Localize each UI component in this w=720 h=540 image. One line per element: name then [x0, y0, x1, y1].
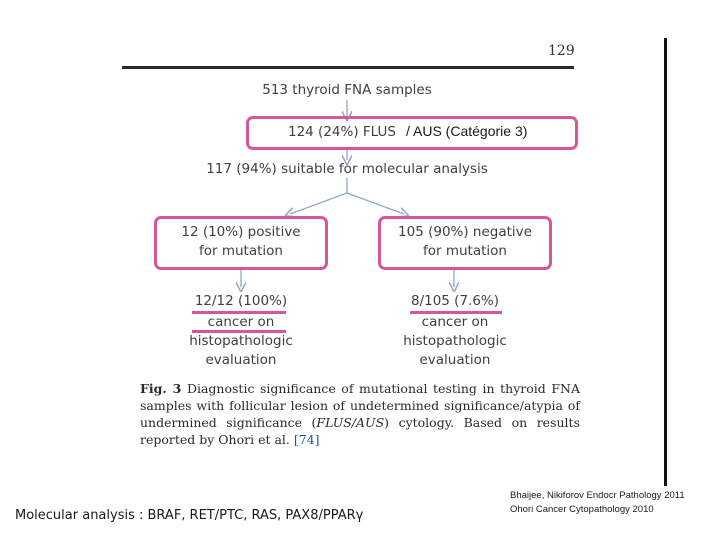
negative-line1: 105 (90%) negative [398, 224, 532, 240]
caption-text-a: Diagnostic significance of mutational testing in thyroid FNA samples with follicular lesion of undetermined significance/atypia of undermined significance ( [140, 381, 580, 430]
caption-italic: FLUS/AUS [316, 415, 385, 430]
references [510, 489, 685, 517]
caption-text-b: ) cytology. Based on results reported by Ohori et al. [140, 415, 580, 447]
right-result-line2: cancer on [421, 314, 489, 330]
negative-line2: for mutation [423, 243, 507, 259]
suitable-node: 117 (94%) suitable for molecular analysis [206, 161, 488, 177]
reference-1: Bhaijee, Nikiforov Endocr Pathology 2011 [510, 490, 685, 501]
caption-label: Fig. 3 [140, 381, 182, 396]
positive-line2: for mutation [199, 243, 283, 259]
left-result-line3: histopathologic [189, 333, 293, 349]
positive-line1: 12 (10%) positive [181, 224, 301, 240]
page-number: 129 [548, 43, 575, 59]
right-result-ratio: 8/105 (7.6%) [410, 293, 500, 309]
flus-node-text: 124 (24%) FLUS [288, 124, 396, 140]
left-result-ratio: 12/12 (100%) [194, 293, 288, 309]
molecular-analysis-note: Molecular analysis : BRAF, RET/PTC, RAS, PAX8/PPARγ [15, 508, 364, 523]
figure-caption [140, 380, 580, 448]
flus-annotation: / AUS (Catégorie 3) [406, 123, 528, 139]
right-result-line4: evaluation [419, 352, 491, 368]
caption-reference-link[interactable]: [74] [293, 432, 320, 447]
left-result-line4: evaluation [205, 352, 277, 368]
right-result-line3: histopathologic [403, 333, 507, 349]
reference-2: Ohori Cancer Cytopathology 2010 [510, 504, 654, 515]
arrow-to-positive [290, 193, 347, 214]
arrow-to-negative [347, 193, 404, 214]
root-node: 513 thyroid FNA samples [262, 82, 432, 98]
left-result-line2: cancer on [207, 314, 275, 330]
